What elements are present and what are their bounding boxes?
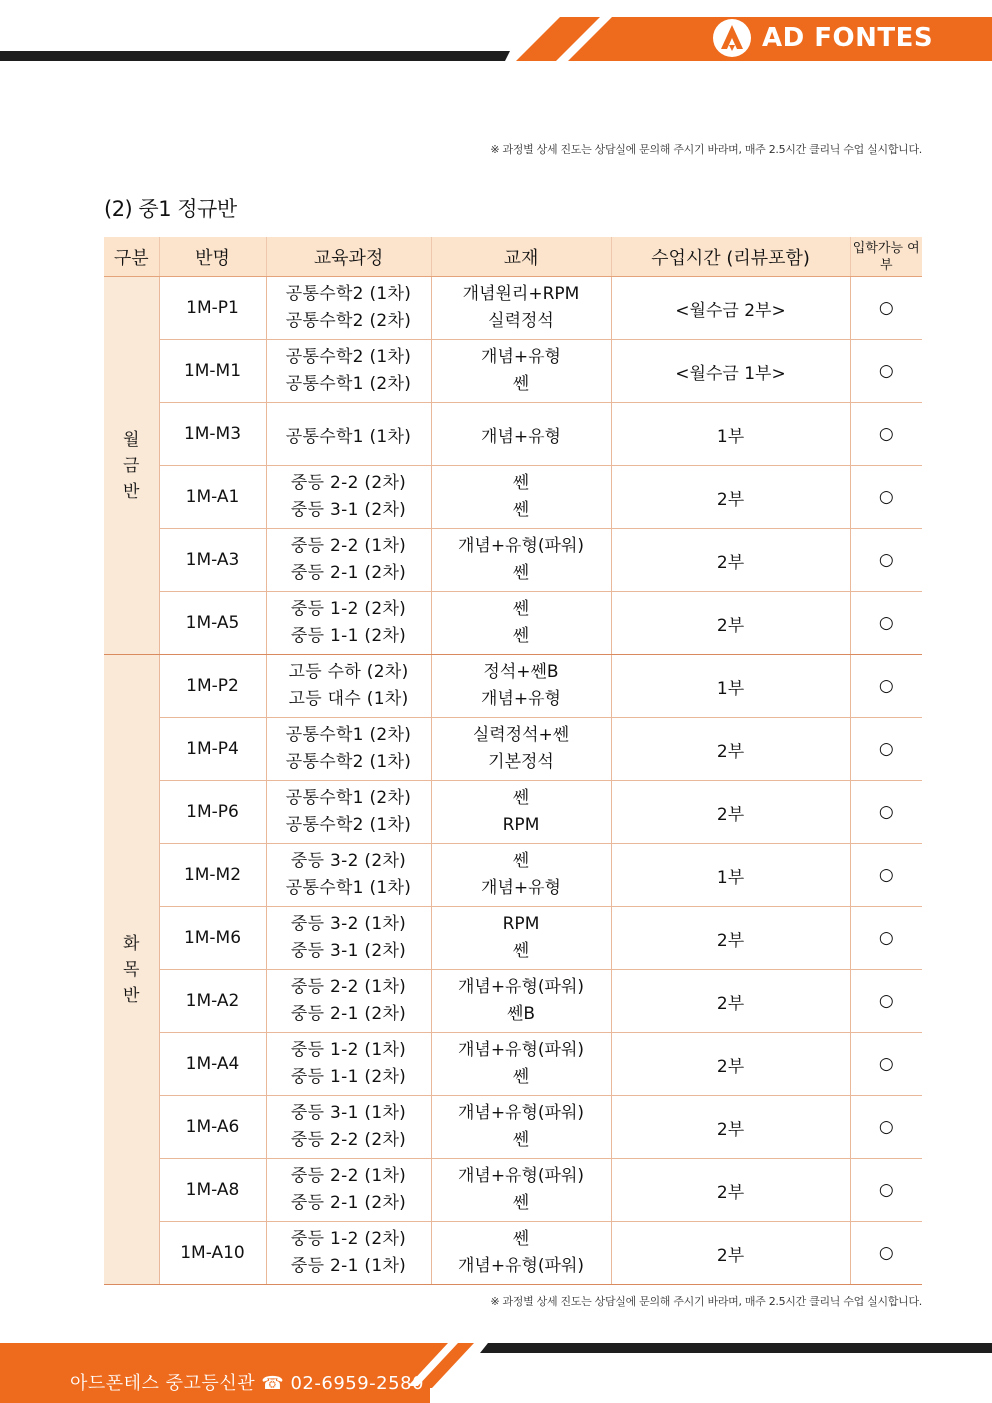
textbook-cell-lines [432,783,611,841]
textbook-cell [431,1096,611,1159]
class-name-cell: 1M-P4 [159,718,266,781]
textbook-line: 개념+유형 [481,689,561,709]
table-row [104,655,922,718]
course-cell [266,655,431,718]
course-cell: 공통수학1 (1차) [266,403,431,466]
table-row [104,277,922,340]
course-cell [266,781,431,844]
textbook-cell [431,655,611,718]
course-line: 공통수학1 (2차) [285,788,412,808]
group-label: 화목반 [123,933,140,1006]
course-cell [266,1222,431,1285]
course-line: 중등 2-2 (2차) [290,1130,407,1150]
textbook-line: 쎈B [506,1004,536,1024]
textbook-cell-lines [432,594,611,652]
header-group: 구분 [104,237,159,277]
class-name-cell: 1M-M1 [159,340,266,403]
textbook-line: 쎈 [512,500,530,520]
textbook-line: 쎈 [512,788,530,808]
textbook-line: 쎈 [512,851,530,871]
top-note: ※ 과정별 상세 진도는 상담실에 문의해 주시기 바라며, 매주 2.5시간 클리닉 수업 실시합니다. [490,143,922,156]
class-name-cell: 1M-A10 [159,1222,266,1285]
availability-cell: ○ [850,529,922,592]
availability-cell: ○ [850,970,922,1033]
course-cell [266,529,431,592]
course-line: 중등 1-2 (2차) [290,1229,407,1249]
course-cell [266,340,431,403]
class-time-cell: <월수금 1부> [611,340,850,403]
course-cell [266,466,431,529]
textbook-cell-lines [432,846,611,904]
availability-cell: ○ [850,655,922,718]
table-row [104,907,922,970]
table-row [104,1033,922,1096]
group-label: 월금반 [123,429,140,502]
class-time-cell: 2부 [611,466,850,529]
textbook-cell-lines [432,468,611,526]
class-name-cell: 1M-A8 [159,1159,266,1222]
course-line: 공통수학1 (2차) [285,725,412,745]
textbook-line: 쎈 [512,1193,530,1213]
textbook-cell [431,781,611,844]
course-cell [266,592,431,655]
class-name-cell: 1M-A2 [159,970,266,1033]
group-label-cell [104,277,159,655]
textbook-cell-lines [432,909,611,967]
course-cell-lines [267,1224,431,1282]
textbook-cell-lines [432,972,611,1030]
textbook-line: 쎈 [512,563,530,583]
table-row [104,592,922,655]
textbook-cell-lines [432,657,611,715]
textbook-line: 쎈 [512,473,530,493]
class-name-cell: 1M-P2 [159,655,266,718]
header-course: 교육과정 [266,237,431,277]
course-cell [266,1096,431,1159]
textbook-line: RPM [502,914,540,934]
course-line: 공통수학1 (1차) [285,878,412,898]
textbook-cell [431,277,611,340]
textbook-line: 개념+유형 [481,347,561,367]
textbook-line: 개념원리+RPM [462,284,580,304]
textbook-line: 개념+유형(파워) [457,1256,585,1276]
course-line: 중등 3-2 (2차) [290,851,407,871]
course-cell [266,1033,431,1096]
textbook-cell [431,1159,611,1222]
availability-cell: ○ [850,1222,922,1285]
textbook-line: 개념+유형(파워) [457,1166,585,1186]
textbook-line: 개념+유형(파워) [457,1103,585,1123]
class-name-cell: 1M-A4 [159,1033,266,1096]
course-line: 공통수학1 (2차) [285,374,412,394]
class-name-cell: 1M-P1 [159,277,266,340]
course-line: 중등 2-2 (1차) [290,977,407,997]
class-time-cell: 2부 [611,1033,850,1096]
course-cell [266,970,431,1033]
availability-cell: ○ [850,1033,922,1096]
class-name-cell: 1M-A3 [159,529,266,592]
table-row [104,844,922,907]
table-row [104,1159,922,1222]
class-name-cell: 1M-M6 [159,907,266,970]
logo-text: AD FONTES [762,23,934,53]
table-row [104,340,922,403]
course-cell-lines [267,531,431,589]
textbook-line: 쎈 [512,626,530,646]
textbook-line: 개념+유형(파워) [457,977,585,997]
logo-mark-icon [712,18,752,58]
course-line: 중등 3-2 (1차) [290,914,407,934]
ad-fontes-logo [712,16,933,60]
textbook-cell [431,844,611,907]
availability-cell: ○ [850,718,922,781]
class-time-cell: 1부 [611,403,850,466]
course-line: 공통수학2 (1차) [285,815,412,835]
textbook-cell-lines [432,531,611,589]
textbook-cell [431,1222,611,1285]
course-cell-lines [267,972,431,1030]
class-time-cell: 2부 [611,529,850,592]
course-line: 중등 3-1 (2차) [290,941,407,961]
textbook-cell [431,340,611,403]
table-row [104,970,922,1033]
textbook-line: 쎈 [512,1229,530,1249]
course-line: 중등 1-2 (2차) [290,599,407,619]
textbook-line: 실력정석+쎈 [472,725,570,745]
class-time-cell: 2부 [611,970,850,1033]
course-line: 중등 3-1 (2차) [290,500,407,520]
textbook-cell-lines [432,1035,611,1093]
course-line: 중등 2-2 (1차) [290,536,407,556]
availability-cell: ○ [850,907,922,970]
header-class-name: 반명 [159,237,266,277]
class-time-cell: 2부 [611,1222,850,1285]
course-line: 고등 수하 (2차) [288,662,409,682]
availability-cell: ○ [850,844,922,907]
class-name-cell: 1M-M3 [159,403,266,466]
course-cell-lines [267,594,431,652]
course-line: 공통수학2 (1차) [285,284,412,304]
course-cell [266,907,431,970]
textbook-cell [431,907,611,970]
textbook-cell: 개념+유형 [431,403,611,466]
course-cell [266,277,431,340]
class-time-cell: 1부 [611,655,850,718]
table-row [104,1096,922,1159]
course-cell-lines [267,720,431,778]
table-row [104,781,922,844]
textbook-line: 쎈 [512,374,530,394]
textbook-cell [431,1033,611,1096]
course-cell-lines [267,657,431,715]
course-line: 중등 2-2 (1차) [290,1166,407,1186]
textbook-cell [431,466,611,529]
table-row [104,403,922,466]
course-cell-lines [267,468,431,526]
course-line: 중등 1-2 (1차) [290,1040,407,1060]
textbook-line: 기본정석 [488,752,554,772]
course-line: 중등 2-1 (2차) [290,563,407,583]
class-name-cell: 1M-M2 [159,844,266,907]
textbook-cell-lines [432,342,611,400]
course-cell [266,1159,431,1222]
course-cell-lines [267,909,431,967]
class-time-cell: 2부 [611,781,850,844]
table-row [104,1222,922,1285]
course-line: 중등 2-1 (2차) [290,1193,407,1213]
class-name-cell: 1M-A1 [159,466,266,529]
course-line: 공통수학2 (2차) [285,311,412,331]
group-label-cell [104,655,159,1285]
availability-cell: ○ [850,1159,922,1222]
availability-cell: ○ [850,277,922,340]
class-time-cell: 1부 [611,844,850,907]
section-title: (2) 중1 정규반 [104,197,237,221]
table-row [104,718,922,781]
textbook-line: 개념+유형(파워) [457,1040,585,1060]
availability-cell: ○ [850,592,922,655]
bottom-note: ※ 과정별 상세 진도는 상담실에 문의해 주시기 바라며, 매주 2.5시간 클리닉 수업 실시합니다. [490,1295,922,1308]
textbook-cell [431,592,611,655]
textbook-line: 실력정석 [488,311,554,331]
class-time-cell: 2부 [611,1159,850,1222]
class-schedule-table [104,237,922,1285]
textbook-cell [431,529,611,592]
course-line: 공통수학2 (1차) [285,752,412,772]
availability-cell: ○ [850,403,922,466]
header-class-time: 수업시간 (리뷰포함) [611,237,850,277]
course-cell-lines [267,846,431,904]
textbook-cell-lines [432,1224,611,1282]
table-row [104,466,922,529]
textbook-cell [431,970,611,1033]
footer-contact: 아드폰테스 중고등신관 ☎ 02-6959-2580 [70,1373,424,1394]
class-time-cell: 2부 [611,907,850,970]
course-cell [266,844,431,907]
course-line: 중등 2-1 (1차) [290,1256,407,1276]
textbook-line: 쎈 [512,1067,530,1087]
course-cell-lines [267,279,431,337]
course-cell-lines [267,1035,431,1093]
course-line: 중등 1-1 (2차) [290,1067,407,1087]
class-name-cell: 1M-P6 [159,781,266,844]
availability-cell: ○ [850,781,922,844]
textbook-cell-lines [432,279,611,337]
course-cell-lines [267,783,431,841]
class-name-cell: 1M-A5 [159,592,266,655]
availability-cell: ○ [850,340,922,403]
header-availability: 입학가능 여부 [850,237,922,277]
table-header-row [104,237,922,277]
course-cell-lines [267,1161,431,1219]
textbook-line: 쎈 [512,599,530,619]
class-time-cell: 2부 [611,718,850,781]
textbook-line: 쎈 [512,1130,530,1150]
textbook-cell-lines [432,1098,611,1156]
course-line: 공통수학2 (1차) [285,347,412,367]
course-cell-lines [267,342,431,400]
course-line: 중등 2-2 (2차) [290,473,407,493]
textbook-line: 개념+유형 [481,878,561,898]
header-textbook: 교재 [431,237,611,277]
textbook-cell [431,718,611,781]
textbook-line: 쎈 [512,941,530,961]
textbook-line: RPM [502,815,540,835]
class-name-cell: 1M-A6 [159,1096,266,1159]
course-line: 중등 3-1 (1차) [290,1103,407,1123]
table-row [104,529,922,592]
course-line: 고등 대수 (1차) [288,689,409,709]
textbook-cell-lines [432,720,611,778]
course-cell [266,718,431,781]
class-time-cell: <월수금 2부> [611,277,850,340]
availability-cell: ○ [850,466,922,529]
course-line: 중등 1-1 (2차) [290,626,407,646]
textbook-cell-lines [432,1161,611,1219]
course-cell-lines [267,1098,431,1156]
textbook-line: 정석+쎈B [483,662,559,682]
availability-cell: ○ [850,1096,922,1159]
class-time-cell: 2부 [611,1096,850,1159]
class-time-cell: 2부 [611,592,850,655]
textbook-line: 개념+유형(파워) [457,536,585,556]
course-line: 중등 2-1 (2차) [290,1004,407,1024]
